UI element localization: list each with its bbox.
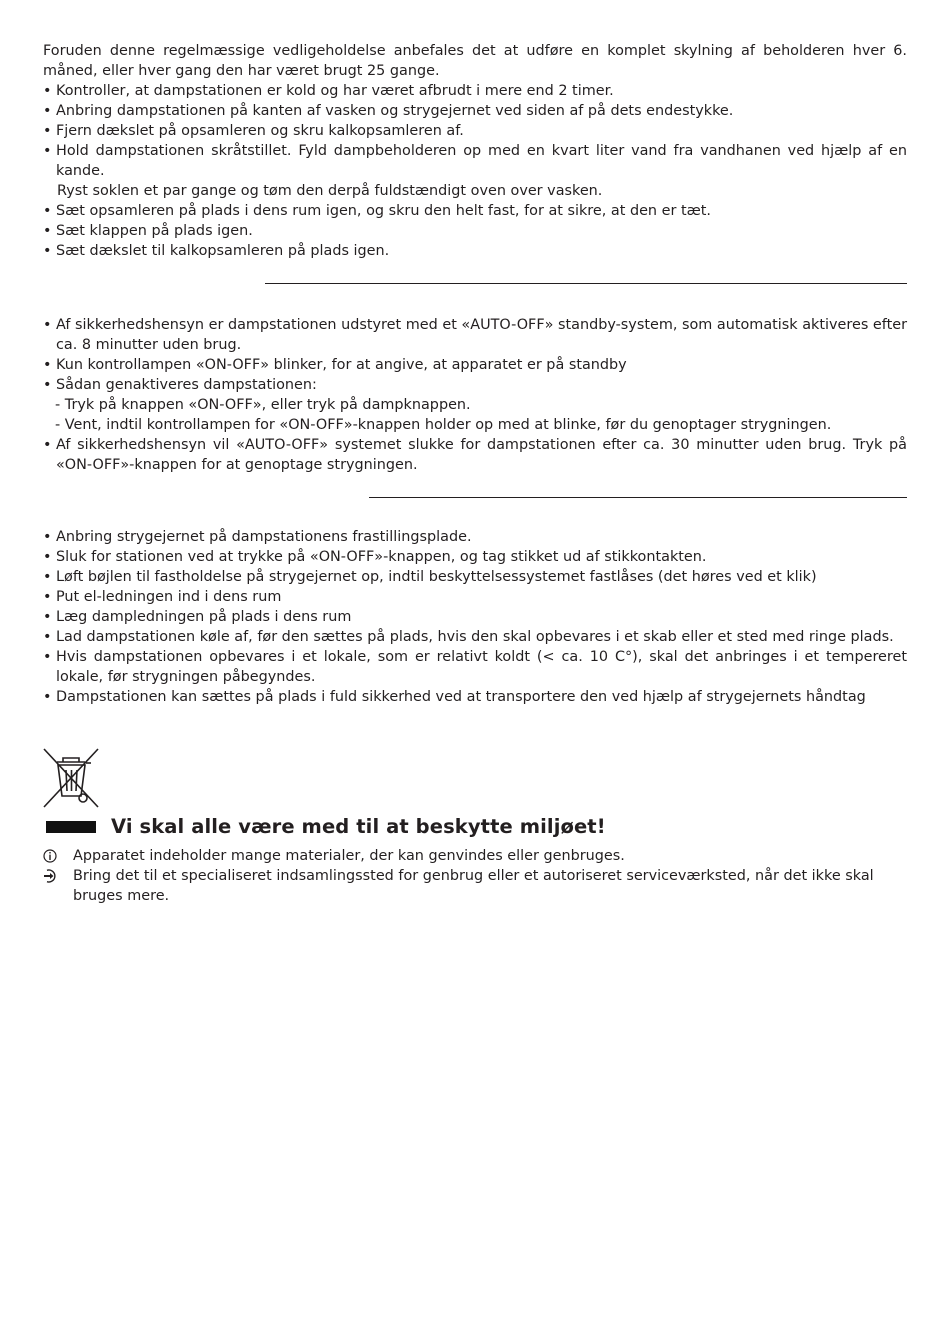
list-item: • Anbring strygejernet på dampstationens frastillingsplade. (43, 527, 907, 547)
list-item: • Anbring dampstationen på kanten af vasken og strygejernet ved siden af på dets endestykke. (43, 101, 907, 121)
list-item: • Fjern dækslet på opsamleren og skru kalkopsamleren af. (43, 121, 907, 141)
list-item: • Læg dampledningen på plads i dens rum (43, 607, 907, 627)
sub-step: - Tryk på knappen «ON-OFF», eller tryk på dampknappen. (55, 397, 471, 413)
auto-off-list (43, 315, 907, 395)
maintenance-list-continued (43, 201, 907, 261)
environment-heading (43, 814, 907, 840)
list-item: • Løft bøjlen til fastholdelse på strygejernet op, indtil beskyttelsessystemet fastlåses (det høres ved et klik) (43, 567, 907, 587)
heading-bar (46, 821, 96, 833)
section-divider (43, 261, 907, 315)
info-text: Apparatet indeholder mange materialer, der kan genvindes eller genbruges. (73, 848, 625, 864)
list-item: • Sæt opsamleren på plads i dens rum igen, og skru den helt fast, for at sikre, at den er tæt. (43, 201, 907, 221)
list-item: • Hvis dampstationen opbevares i et lokale, som er relativt koldt (< ca. 10 C°), skal det anbringes i et tempereret lokale, før strygningen påbegyndes. (43, 647, 907, 687)
auto-off-list-continued (43, 435, 907, 475)
environment-title: Vi skal alle være med til at beskytte miljøet! (111, 815, 606, 838)
sub-step: - Vent, indtil kontrollampen for «ON-OFF»-knappen holder op med at blinke, før du genoptager strygningen. (55, 417, 832, 433)
list-item: • Sådan genaktiveres dampstationen: (43, 375, 907, 395)
maintenance-section (43, 41, 907, 261)
list-item: • Kontroller, at dampstationen er kold og har været afbrudt i mere end 2 timer. (43, 81, 907, 101)
document-page (43, 41, 907, 906)
list-item: • Sæt klappen på plads igen. (43, 221, 907, 241)
maintenance-intro: Foruden denne regelmæssige vedligeholdelse anbefales det at udføre en komplet skylning af beholderen hver 6. måned, eller hver gang den har været brugt 25 gange. (43, 43, 907, 79)
list-item: • Af sikkerhedshensyn vil «AUTO-OFF» systemet slukke for dampstationen efter ca. 30 minutter uden brug. Tryk på «ON-OFF»-knappen for at genoptage strygningen. (43, 435, 907, 475)
maintenance-list (43, 81, 907, 181)
storage-list (43, 527, 907, 707)
environment-info-item (43, 846, 907, 866)
auto-off-section (43, 315, 907, 475)
environment-list (43, 846, 907, 906)
list-item: • Sluk for stationen ved at trykke på «ON-OFF»-knappen, og tag stikket ud af stikkontakten. (43, 547, 907, 567)
storage-section (43, 527, 907, 707)
list-item: • Lad dampstationen køle af, før den sættes på plads, hvis den skal opbevares i et skab eller et sted med ringe plads. (43, 627, 907, 647)
shake-note: Ryst soklen et par gange og tøm den derpå fuldstændigt oven over vasken. (57, 183, 603, 199)
section-divider (43, 475, 907, 527)
list-item: • Hold dampstationen skråtstillet. Fyld dampbeholderen op med en kvart liter vand fra vandhanen ved hjælp af en kande. (43, 141, 907, 181)
info-circle-icon (43, 849, 57, 863)
list-item: • Dampstationen kan sættes på plads i fuld sikkerhed ved at transportere den ved hjælp af strygejernets håndtag (43, 687, 907, 707)
recycle-text: Bring det til et specialiseret indsamlingssted for genbrug eller et autoriseret serviceværksted, når det ikke skal bruges mere. (73, 868, 874, 904)
list-item: • Af sikkerhedshensyn er dampstationen udstyret med et «AUTO-OFF» standby-system, som automatisk aktiveres efter ca. 8 minutter uden brug. (43, 315, 907, 355)
list-item: • Sæt dækslet til kalkopsamleren på plads igen. (43, 241, 907, 261)
arrow-right-circle-icon (43, 869, 57, 883)
list-item: • Kun kontrollampen «ON-OFF» blinker, for at angive, at apparatet er på standby (43, 355, 907, 375)
environment-recycle-item (43, 866, 907, 906)
crossed-out-wheelie-bin-icon (43, 748, 99, 810)
list-item: • Put el-ledningen ind i dens rum (43, 587, 907, 607)
